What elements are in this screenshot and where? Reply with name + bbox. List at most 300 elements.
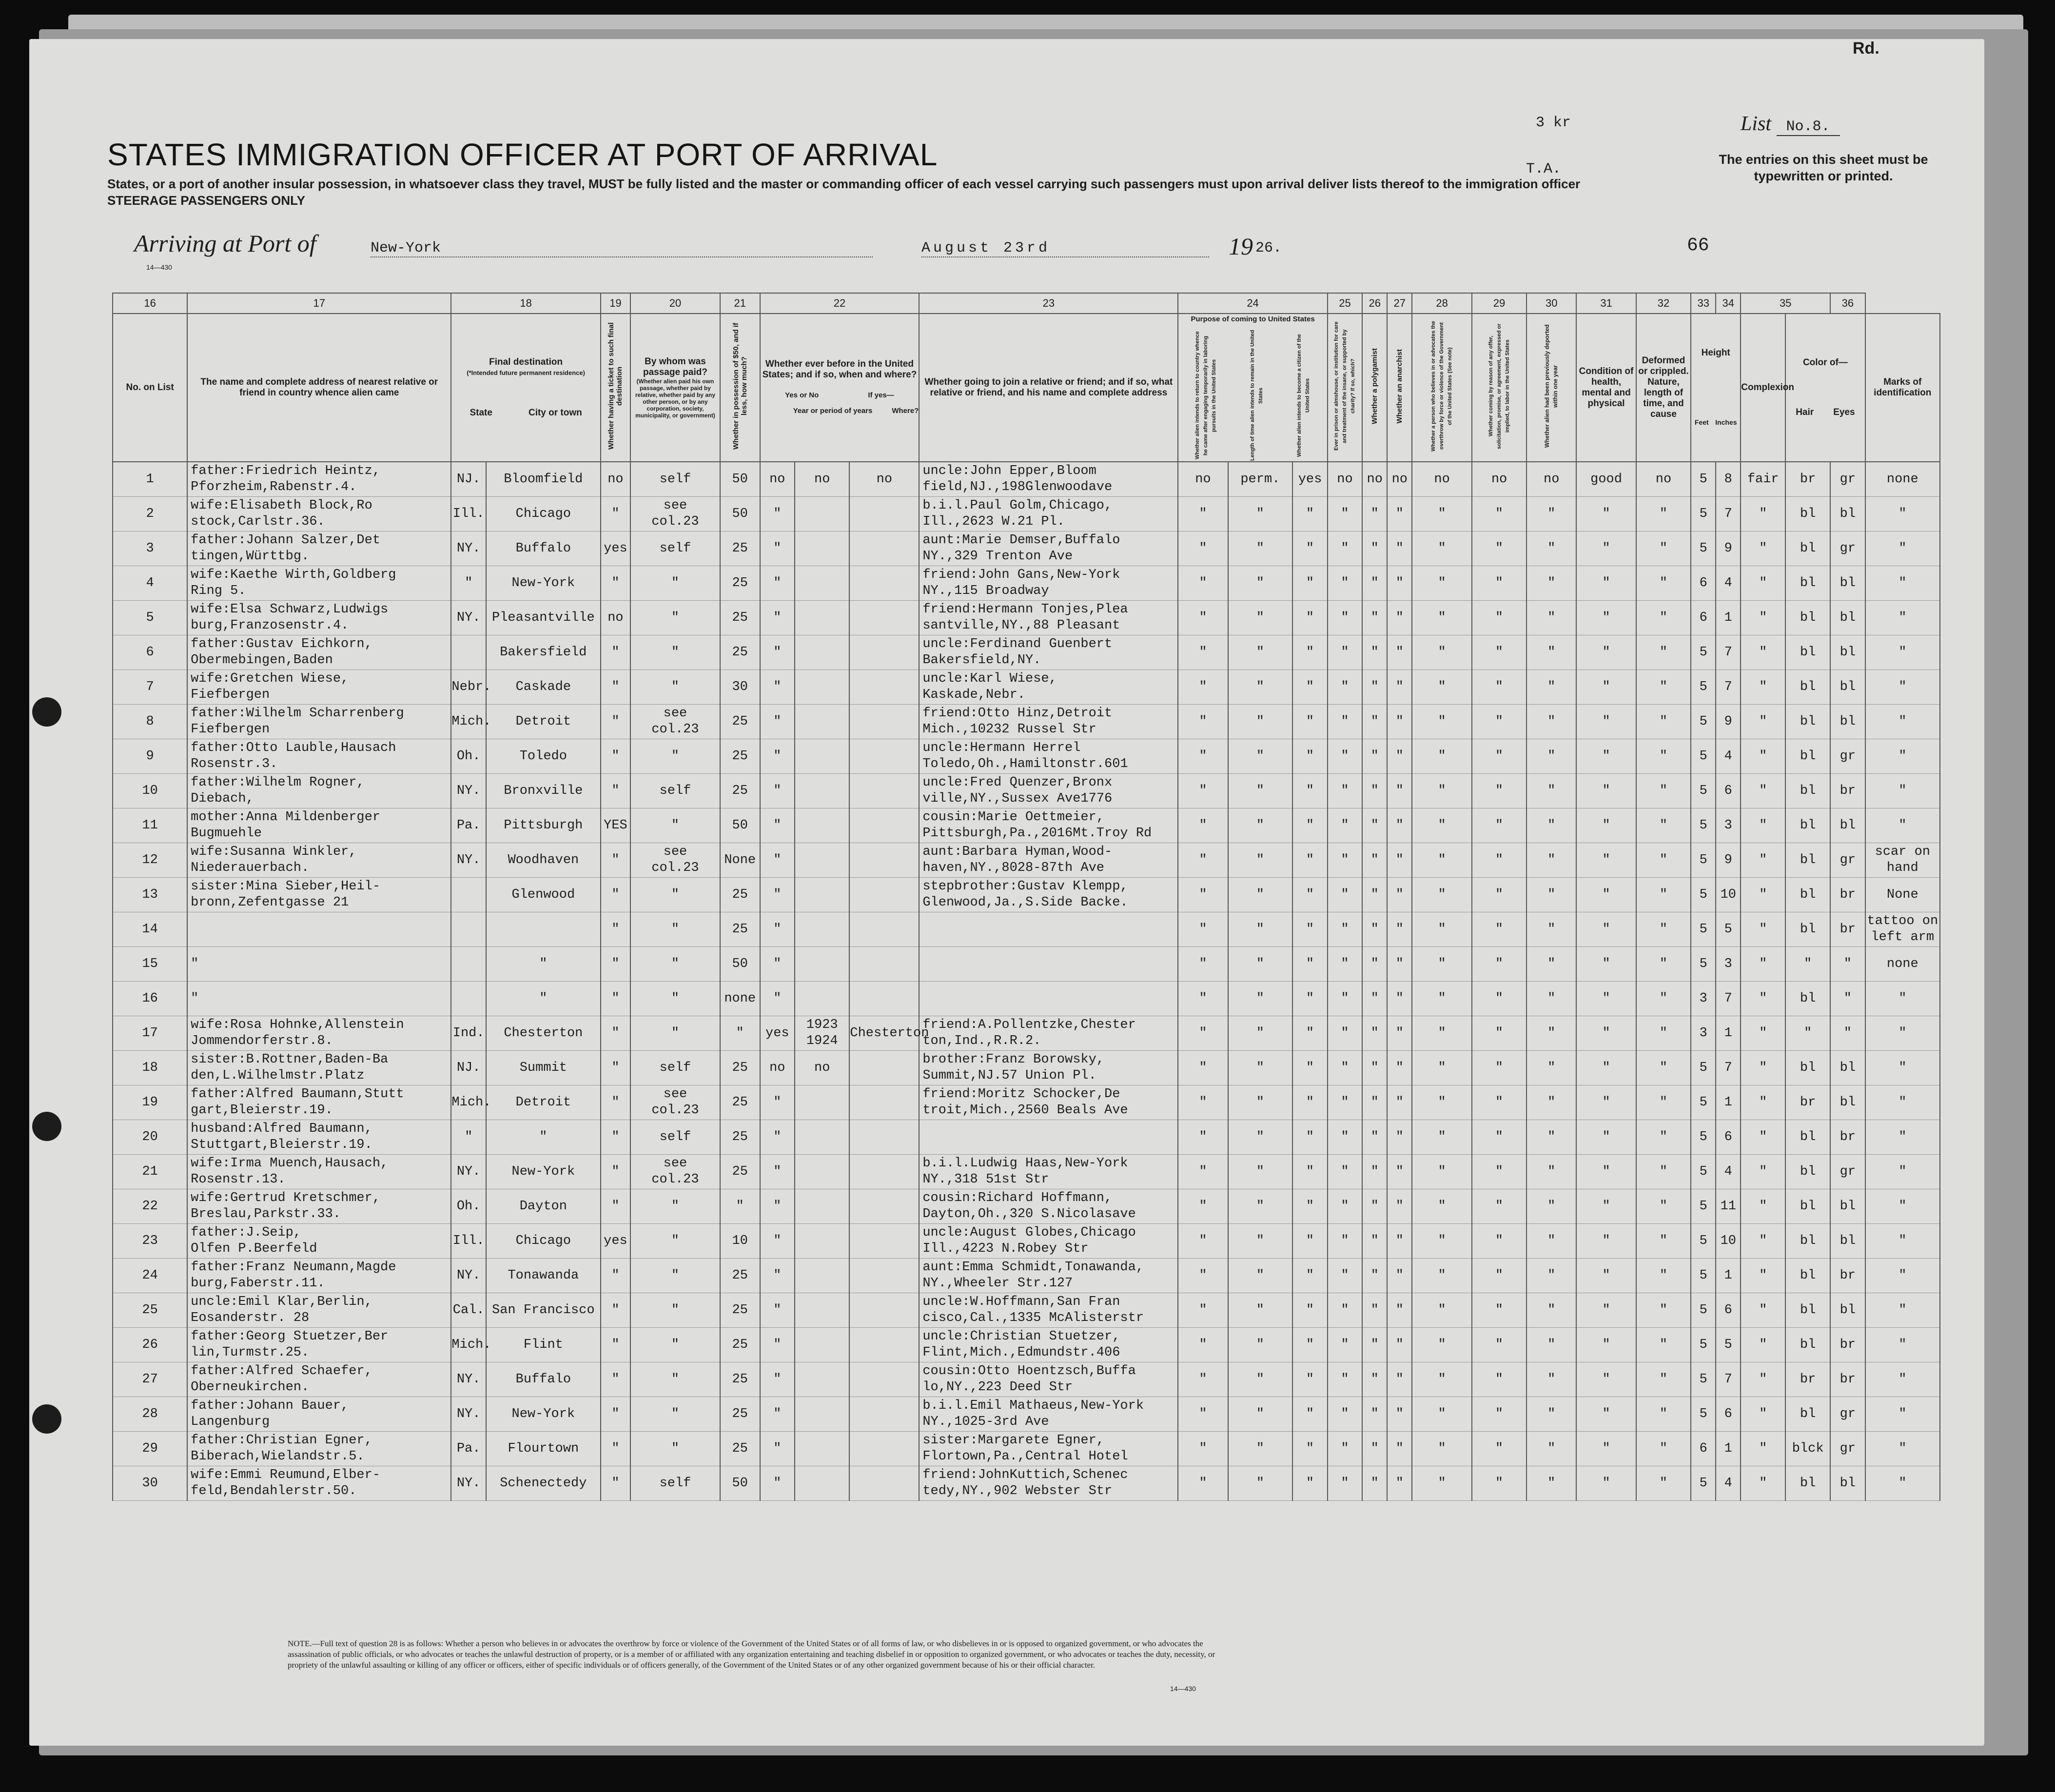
manifest-rows	[113, 462, 1940, 1501]
cell-prison: "	[1328, 705, 1362, 739]
cell-where	[849, 1293, 919, 1328]
cell-feet: 5	[1691, 497, 1716, 532]
cell-paid: "	[630, 912, 720, 947]
cell-year	[795, 1224, 849, 1259]
cell-inch: 7	[1716, 497, 1741, 532]
cell-anar: "	[1387, 739, 1412, 774]
cell-dep: "	[1527, 739, 1576, 774]
cell-city: Flourtown	[486, 1432, 601, 1466]
cell-health: "	[1576, 739, 1636, 774]
cell-money: 25	[720, 774, 760, 808]
cell-no: 8	[113, 705, 187, 739]
cell-rel: "	[187, 947, 451, 982]
cell-city: "	[486, 982, 601, 1016]
cell-join: cousin:Richard Hoffmann, Dayton,Oh.,320 S.Nicolasave	[919, 1189, 1178, 1224]
cell-money: 50	[720, 462, 760, 497]
cell-marks: "	[1865, 1016, 1940, 1051]
cell-join: aunt:Barbara Hyman,Wood- haven,NY.,8028-87th Ave	[919, 843, 1178, 878]
cell-poly: "	[1362, 912, 1387, 947]
cell-prison: "	[1328, 1051, 1362, 1085]
cell-ret: "	[1178, 705, 1228, 739]
cell-dep: "	[1527, 1432, 1576, 1466]
cell-over: "	[1412, 1120, 1472, 1155]
cell-over: "	[1412, 532, 1472, 566]
cell-marks: none	[1865, 462, 1940, 497]
cell-hair: bl	[1785, 912, 1830, 947]
cell-ticket: "	[601, 1259, 630, 1293]
table-row	[113, 1051, 1940, 1085]
cell-deform: "	[1636, 566, 1691, 601]
cell-eyes: gr	[1830, 843, 1865, 878]
cell-rel: "	[187, 982, 451, 1016]
form-code: 14—430	[146, 263, 172, 271]
cell-prison: "	[1328, 1293, 1362, 1328]
cell-state: NJ.	[451, 1051, 486, 1085]
cell-inch: 6	[1716, 1293, 1741, 1328]
cell-join: cousin:Marie Oettmeier, Pittsburgh,Pa.,2016Mt.Troy Rd	[919, 808, 1178, 843]
cell-year	[795, 774, 849, 808]
table-row	[113, 566, 1940, 601]
cell-ret: "	[1178, 1016, 1228, 1051]
cell-comp: "	[1741, 1362, 1785, 1397]
cell-where	[849, 705, 919, 739]
cell-over: "	[1412, 1259, 1472, 1293]
cell-anar: "	[1387, 878, 1412, 912]
cell-before: "	[760, 497, 795, 532]
cell-inch: 9	[1716, 532, 1741, 566]
cell-feet: 5	[1691, 1362, 1716, 1397]
table-row	[113, 1362, 1940, 1397]
column-number: 20	[630, 293, 720, 314]
cell-over: "	[1412, 1224, 1472, 1259]
cell-comp: "	[1741, 808, 1785, 843]
cell-year	[795, 1259, 849, 1293]
cell-paid: self	[630, 1466, 720, 1501]
cell-eyes: gr	[1830, 532, 1865, 566]
table-row	[113, 1259, 1940, 1293]
cell-marks: "	[1865, 1362, 1940, 1397]
manifest-table	[112, 293, 1940, 1501]
cell-paid: "	[630, 1016, 720, 1051]
cell-before: "	[760, 878, 795, 912]
cell-len: "	[1228, 1259, 1293, 1293]
cell-before: "	[760, 1259, 795, 1293]
cell-ticket: "	[601, 1016, 630, 1051]
cell-anar: "	[1387, 601, 1412, 635]
cell-no: 4	[113, 566, 187, 601]
cell-prison: "	[1328, 1016, 1362, 1051]
cell-paid: "	[630, 1293, 720, 1328]
table-row	[113, 739, 1940, 774]
cell-ticket: "	[601, 566, 630, 601]
cell-inch: 4	[1716, 739, 1741, 774]
cell-anar: "	[1387, 1016, 1412, 1051]
cell-dep: "	[1527, 1051, 1576, 1085]
cell-join: uncle:Ferdinand Guenbert Bakersfield,NY.	[919, 635, 1178, 670]
rd-label: Rd.	[1853, 39, 1879, 58]
cell-comp: "	[1741, 1259, 1785, 1293]
cell-rel: uncle:Emil Klar,Berlin, Eosanderstr. 28	[187, 1293, 451, 1328]
column-number: 32	[1636, 293, 1691, 314]
cell-year	[795, 1293, 849, 1328]
binder-hole	[32, 1112, 61, 1141]
col-passage-paid: By whom was passage paid? (Whether alien paid his own passage, whether paid by relative, whether paid by any other person, or by any corporation, society, municipality, or government)	[630, 314, 720, 462]
cell-city: Pittsburgh	[486, 808, 601, 843]
col-polygamist: Whether a polygamist	[1362, 314, 1387, 462]
cell-health: "	[1576, 947, 1636, 982]
cell-health: "	[1576, 843, 1636, 878]
cell-no: 15	[113, 947, 187, 982]
col-final-destination: Final destination (*Intended future permanent residence) State City or town	[451, 314, 600, 462]
cell-where: Chesterton	[849, 1016, 919, 1051]
cell-feet: 5	[1691, 462, 1716, 497]
cell-where	[849, 947, 919, 982]
cell-health: "	[1576, 982, 1636, 1016]
cell-where	[849, 601, 919, 635]
cell-city: Toledo	[486, 739, 601, 774]
cell-poly: "	[1362, 878, 1387, 912]
cell-where	[849, 1085, 919, 1120]
cell-ret: "	[1178, 1328, 1228, 1362]
cell-before: "	[760, 532, 795, 566]
cell-join: sister:Margarete Egner, Flortown,Pa.,Central Hotel	[919, 1432, 1178, 1466]
cell-anar: "	[1387, 532, 1412, 566]
cell-money: 25	[720, 1085, 760, 1120]
cell-ret: "	[1178, 601, 1228, 635]
cell-dep: "	[1527, 705, 1576, 739]
cell-health: "	[1576, 532, 1636, 566]
cell-ret: "	[1178, 635, 1228, 670]
column-number: 25	[1328, 293, 1362, 314]
cell-marks: "	[1865, 1120, 1940, 1155]
cell-ticket: "	[601, 1397, 630, 1432]
cell-eyes: br	[1830, 1259, 1865, 1293]
cell-feet: 5	[1691, 670, 1716, 705]
cell-before: "	[760, 1362, 795, 1397]
cell-rel: father:J.Seip, Olfen P.Beerfeld	[187, 1224, 451, 1259]
binder-hole	[32, 697, 61, 727]
column-number: 35	[1741, 293, 1830, 314]
cell-over: "	[1412, 739, 1472, 774]
cell-year	[795, 1155, 849, 1189]
cell-before: no	[760, 462, 795, 497]
cell-year	[795, 808, 849, 843]
cell-poly: "	[1362, 1397, 1387, 1432]
cell-deform: "	[1636, 947, 1691, 982]
table-row	[113, 497, 1940, 532]
column-number: 24	[1178, 293, 1327, 314]
cell-join	[919, 947, 1178, 982]
cell-state: NY.	[451, 1397, 486, 1432]
cell-over: "	[1412, 982, 1472, 1016]
cell-before: "	[760, 808, 795, 843]
table-row	[113, 1189, 1940, 1224]
cell-no: 5	[113, 601, 187, 635]
cell-rel: father:Johann Salzer,Det tingen,Württbg.	[187, 532, 451, 566]
cell-over: "	[1412, 601, 1472, 635]
cell-ticket: "	[601, 912, 630, 947]
cell-state: Ill.	[451, 1224, 486, 1259]
column-number: 34	[1716, 293, 1741, 314]
cell-city: "	[486, 1120, 601, 1155]
cell-cit: "	[1292, 1362, 1327, 1397]
cell-offer: "	[1472, 1016, 1527, 1051]
cell-before: yes	[760, 1016, 795, 1051]
cell-comp: "	[1741, 532, 1785, 566]
cell-paid: "	[630, 878, 720, 912]
cell-paid: self	[630, 1120, 720, 1155]
cell-offer: "	[1472, 497, 1527, 532]
cell-state: NY.	[451, 843, 486, 878]
cell-marks: "	[1865, 635, 1940, 670]
cell-inch: 8	[1716, 462, 1741, 497]
cell-poly: "	[1362, 601, 1387, 635]
cell-state: Oh.	[451, 1189, 486, 1224]
cell-health: "	[1576, 1051, 1636, 1085]
cell-offer: "	[1472, 532, 1527, 566]
cell-anar: "	[1387, 1328, 1412, 1362]
cell-ticket: yes	[601, 532, 630, 566]
cell-hair: br	[1785, 1085, 1830, 1120]
cell-ticket: "	[601, 843, 630, 878]
cell-ret: "	[1178, 1189, 1228, 1224]
cell-dep: "	[1527, 532, 1576, 566]
cell-offer: "	[1472, 1189, 1527, 1224]
cell-feet: 5	[1691, 878, 1716, 912]
cell-cit: "	[1292, 808, 1327, 843]
cell-ticket: "	[601, 1085, 630, 1120]
cell-money: 25	[720, 635, 760, 670]
page-stamp: 66	[1687, 235, 1709, 256]
cell-anar: "	[1387, 774, 1412, 808]
cell-rel: father:Friedrich Heintz, Pforzheim,Rabenstr.4.	[187, 462, 451, 497]
cell-inch: 3	[1716, 808, 1741, 843]
cell-ticket: "	[601, 1120, 630, 1155]
cell-state: Mich.	[451, 1328, 486, 1362]
cell-eyes: br	[1830, 1328, 1865, 1362]
cell-prison: "	[1328, 1432, 1362, 1466]
cell-len: "	[1228, 532, 1293, 566]
cell-where	[849, 532, 919, 566]
cell-money: 25	[720, 601, 760, 635]
col-color: Color of— Hair Eyes	[1785, 314, 1865, 462]
cell-city: Caskade	[486, 670, 601, 705]
cell-money: 25	[720, 1362, 760, 1397]
cell-health: "	[1576, 635, 1636, 670]
cell-marks: "	[1865, 1293, 1940, 1328]
cell-over: "	[1412, 1085, 1472, 1120]
cell-city: Buffalo	[486, 1362, 601, 1397]
cell-money: 25	[720, 566, 760, 601]
cell-eyes: gr	[1830, 462, 1865, 497]
col-complexion: Complexion	[1741, 314, 1785, 462]
cell-before: "	[760, 1432, 795, 1466]
cell-rel: father:Johann Bauer, Langenburg	[187, 1397, 451, 1432]
cell-len: "	[1228, 1016, 1293, 1051]
cell-state: Oh.	[451, 739, 486, 774]
cell-anar: "	[1387, 1362, 1412, 1397]
cell-cit: "	[1292, 739, 1327, 774]
cell-dep: "	[1527, 1155, 1576, 1189]
cell-state: Pa.	[451, 808, 486, 843]
cell-no: 18	[113, 1051, 187, 1085]
cell-where	[849, 982, 919, 1016]
col-before-in-us: Whether ever before in the United States; and if so, when and where? Yes or No If yes— Year or period of years Where?	[760, 314, 920, 462]
cell-ret: "	[1178, 1397, 1228, 1432]
cell-len: "	[1228, 1085, 1293, 1120]
cell-rel: wife:Irma Muench,Hausach, Rosenstr.13.	[187, 1155, 451, 1189]
cell-paid: "	[630, 1397, 720, 1432]
cell-city: New-York	[486, 1397, 601, 1432]
cell-len: "	[1228, 1224, 1293, 1259]
cell-anar: "	[1387, 808, 1412, 843]
cell-inch: 4	[1716, 1155, 1741, 1189]
cell-poly: "	[1362, 670, 1387, 705]
cell-rel: father:Wilhelm Scharrenberg Fiefbergen	[187, 705, 451, 739]
cell-deform: "	[1636, 878, 1691, 912]
cell-state: NY.	[451, 774, 486, 808]
column-number: 30	[1527, 293, 1576, 314]
cell-dep: "	[1527, 1224, 1576, 1259]
cell-join: uncle:August Globes,Chicago Ill.,4223 N.Robey Str	[919, 1224, 1178, 1259]
cell-dep: "	[1527, 774, 1576, 808]
cell-prison: "	[1328, 1189, 1362, 1224]
cell-len: perm.	[1228, 462, 1293, 497]
col-no-on-list: No. on List	[113, 314, 187, 462]
cell-offer: "	[1472, 1397, 1527, 1432]
cell-city: Bakersfield	[486, 635, 601, 670]
cell-feet: 5	[1691, 1120, 1716, 1155]
cell-dep: "	[1527, 1362, 1576, 1397]
cell-prison: "	[1328, 808, 1362, 843]
cell-ticket: "	[601, 1155, 630, 1189]
cell-hair: bl	[1785, 635, 1830, 670]
cell-hair: bl	[1785, 878, 1830, 912]
cell-rel: wife:Emmi Reumund,Elber- feld,Bendahlerstr.50.	[187, 1466, 451, 1501]
cell-poly: "	[1362, 774, 1387, 808]
cell-city: Chicago	[486, 1224, 601, 1259]
cell-city: Tonawanda	[486, 1259, 601, 1293]
cell-inch: 3	[1716, 947, 1741, 982]
cell-before: "	[760, 1189, 795, 1224]
cell-ret: "	[1178, 1155, 1228, 1189]
cell-cit: "	[1292, 774, 1327, 808]
cell-poly: "	[1362, 947, 1387, 982]
cell-hair: bl	[1785, 1259, 1830, 1293]
cell-inch: 11	[1716, 1189, 1741, 1224]
cell-money: 50	[720, 808, 760, 843]
cell-rel: wife:Gertrud Kretschmer, Breslau,Parkstr.33.	[187, 1189, 451, 1224]
cell-rel: wife:Susanna Winkler, Niederauerbach.	[187, 843, 451, 878]
cell-year	[795, 497, 849, 532]
cell-ret: "	[1178, 878, 1228, 912]
cell-before: "	[760, 1155, 795, 1189]
cell-where	[849, 808, 919, 843]
cell-state: Ind.	[451, 1016, 486, 1051]
cell-comp: "	[1741, 912, 1785, 947]
cell-comp: "	[1741, 739, 1785, 774]
cell-deform: "	[1636, 808, 1691, 843]
cell-dep: "	[1527, 1397, 1576, 1432]
cell-ticket: no	[601, 462, 630, 497]
cell-anar: "	[1387, 1466, 1412, 1501]
cell-city: Glenwood	[486, 878, 601, 912]
page-subtitle: States, or a port of another insular possession, in whatsoever class they travel, MUST be fully listed and the master or commanding officer of each vessel carrying such passengers must upon arrival deliver lists thereof to the immigration officer STEERAGE PASSENGERS ONLY	[107, 177, 1581, 208]
cell-marks: "	[1865, 1051, 1940, 1085]
cell-year	[795, 843, 849, 878]
cell-feet: 6	[1691, 1432, 1716, 1466]
cell-dep: "	[1527, 982, 1576, 1016]
cell-inch: 7	[1716, 1362, 1741, 1397]
cell-marks: "	[1865, 1397, 1940, 1432]
cell-money: 25	[720, 878, 760, 912]
cell-over: "	[1412, 566, 1472, 601]
cell-eyes: bl	[1830, 635, 1865, 670]
cell-join: b.i.l.Paul Golm,Chicago, Ill.,2623 W.21 Pl.	[919, 497, 1178, 532]
cell-no: 20	[113, 1120, 187, 1155]
cell-anar: "	[1387, 843, 1412, 878]
cell-rel: wife:Elisabeth Block,Ro stock,Carlstr.36.	[187, 497, 451, 532]
cell-join: cousin:Otto Hoentzsch,Buffa lo,NY.,223 Deed Str	[919, 1362, 1178, 1397]
cell-dep: "	[1527, 497, 1576, 532]
cell-over: "	[1412, 843, 1472, 878]
cell-anar: "	[1387, 566, 1412, 601]
cell-ret: "	[1178, 774, 1228, 808]
cell-join: friend:Hermann Tonjes,Plea santville,NY.,88 Pleasant	[919, 601, 1178, 635]
cell-hair: bl	[1785, 843, 1830, 878]
cell-where	[849, 1259, 919, 1293]
cell-deform: "	[1636, 1466, 1691, 1501]
cell-health: "	[1576, 774, 1636, 808]
column-number: 26	[1362, 293, 1387, 314]
cell-state	[451, 878, 486, 912]
cell-ticket: "	[601, 1189, 630, 1224]
cell-inch: 7	[1716, 982, 1741, 1016]
column-number: 19	[601, 293, 630, 314]
cell-prison: "	[1328, 1224, 1362, 1259]
cell-cit: "	[1292, 982, 1327, 1016]
cell-ticket: no	[601, 601, 630, 635]
cell-poly: "	[1362, 982, 1387, 1016]
cell-health: "	[1576, 1224, 1636, 1259]
cell-deform: "	[1636, 1328, 1691, 1362]
cell-before: "	[760, 705, 795, 739]
cell-over: "	[1412, 774, 1472, 808]
cell-prison: "	[1328, 1362, 1362, 1397]
cell-deform: "	[1636, 1189, 1691, 1224]
cell-where	[849, 843, 919, 878]
cell-comp: "	[1741, 1016, 1785, 1051]
cell-ret: "	[1178, 497, 1228, 532]
cell-feet: 5	[1691, 1085, 1716, 1120]
cell-no: 16	[113, 982, 187, 1016]
cell-feet: 5	[1691, 808, 1716, 843]
cell-deform: "	[1636, 1259, 1691, 1293]
cell-inch: 1	[1716, 1259, 1741, 1293]
cell-comp: "	[1741, 1293, 1785, 1328]
cell-comp: "	[1741, 1466, 1785, 1501]
cell-before: "	[760, 1293, 795, 1328]
cell-join: brother:Franz Borowsky, Summit,NJ.57 Union Pl.	[919, 1051, 1178, 1085]
cell-no: 3	[113, 532, 187, 566]
table-row	[113, 635, 1940, 670]
cell-poly: "	[1362, 1189, 1387, 1224]
cell-len: "	[1228, 566, 1293, 601]
cell-cit: "	[1292, 635, 1327, 670]
cell-no: 23	[113, 1224, 187, 1259]
cell-where	[849, 912, 919, 947]
cell-comp: "	[1741, 982, 1785, 1016]
